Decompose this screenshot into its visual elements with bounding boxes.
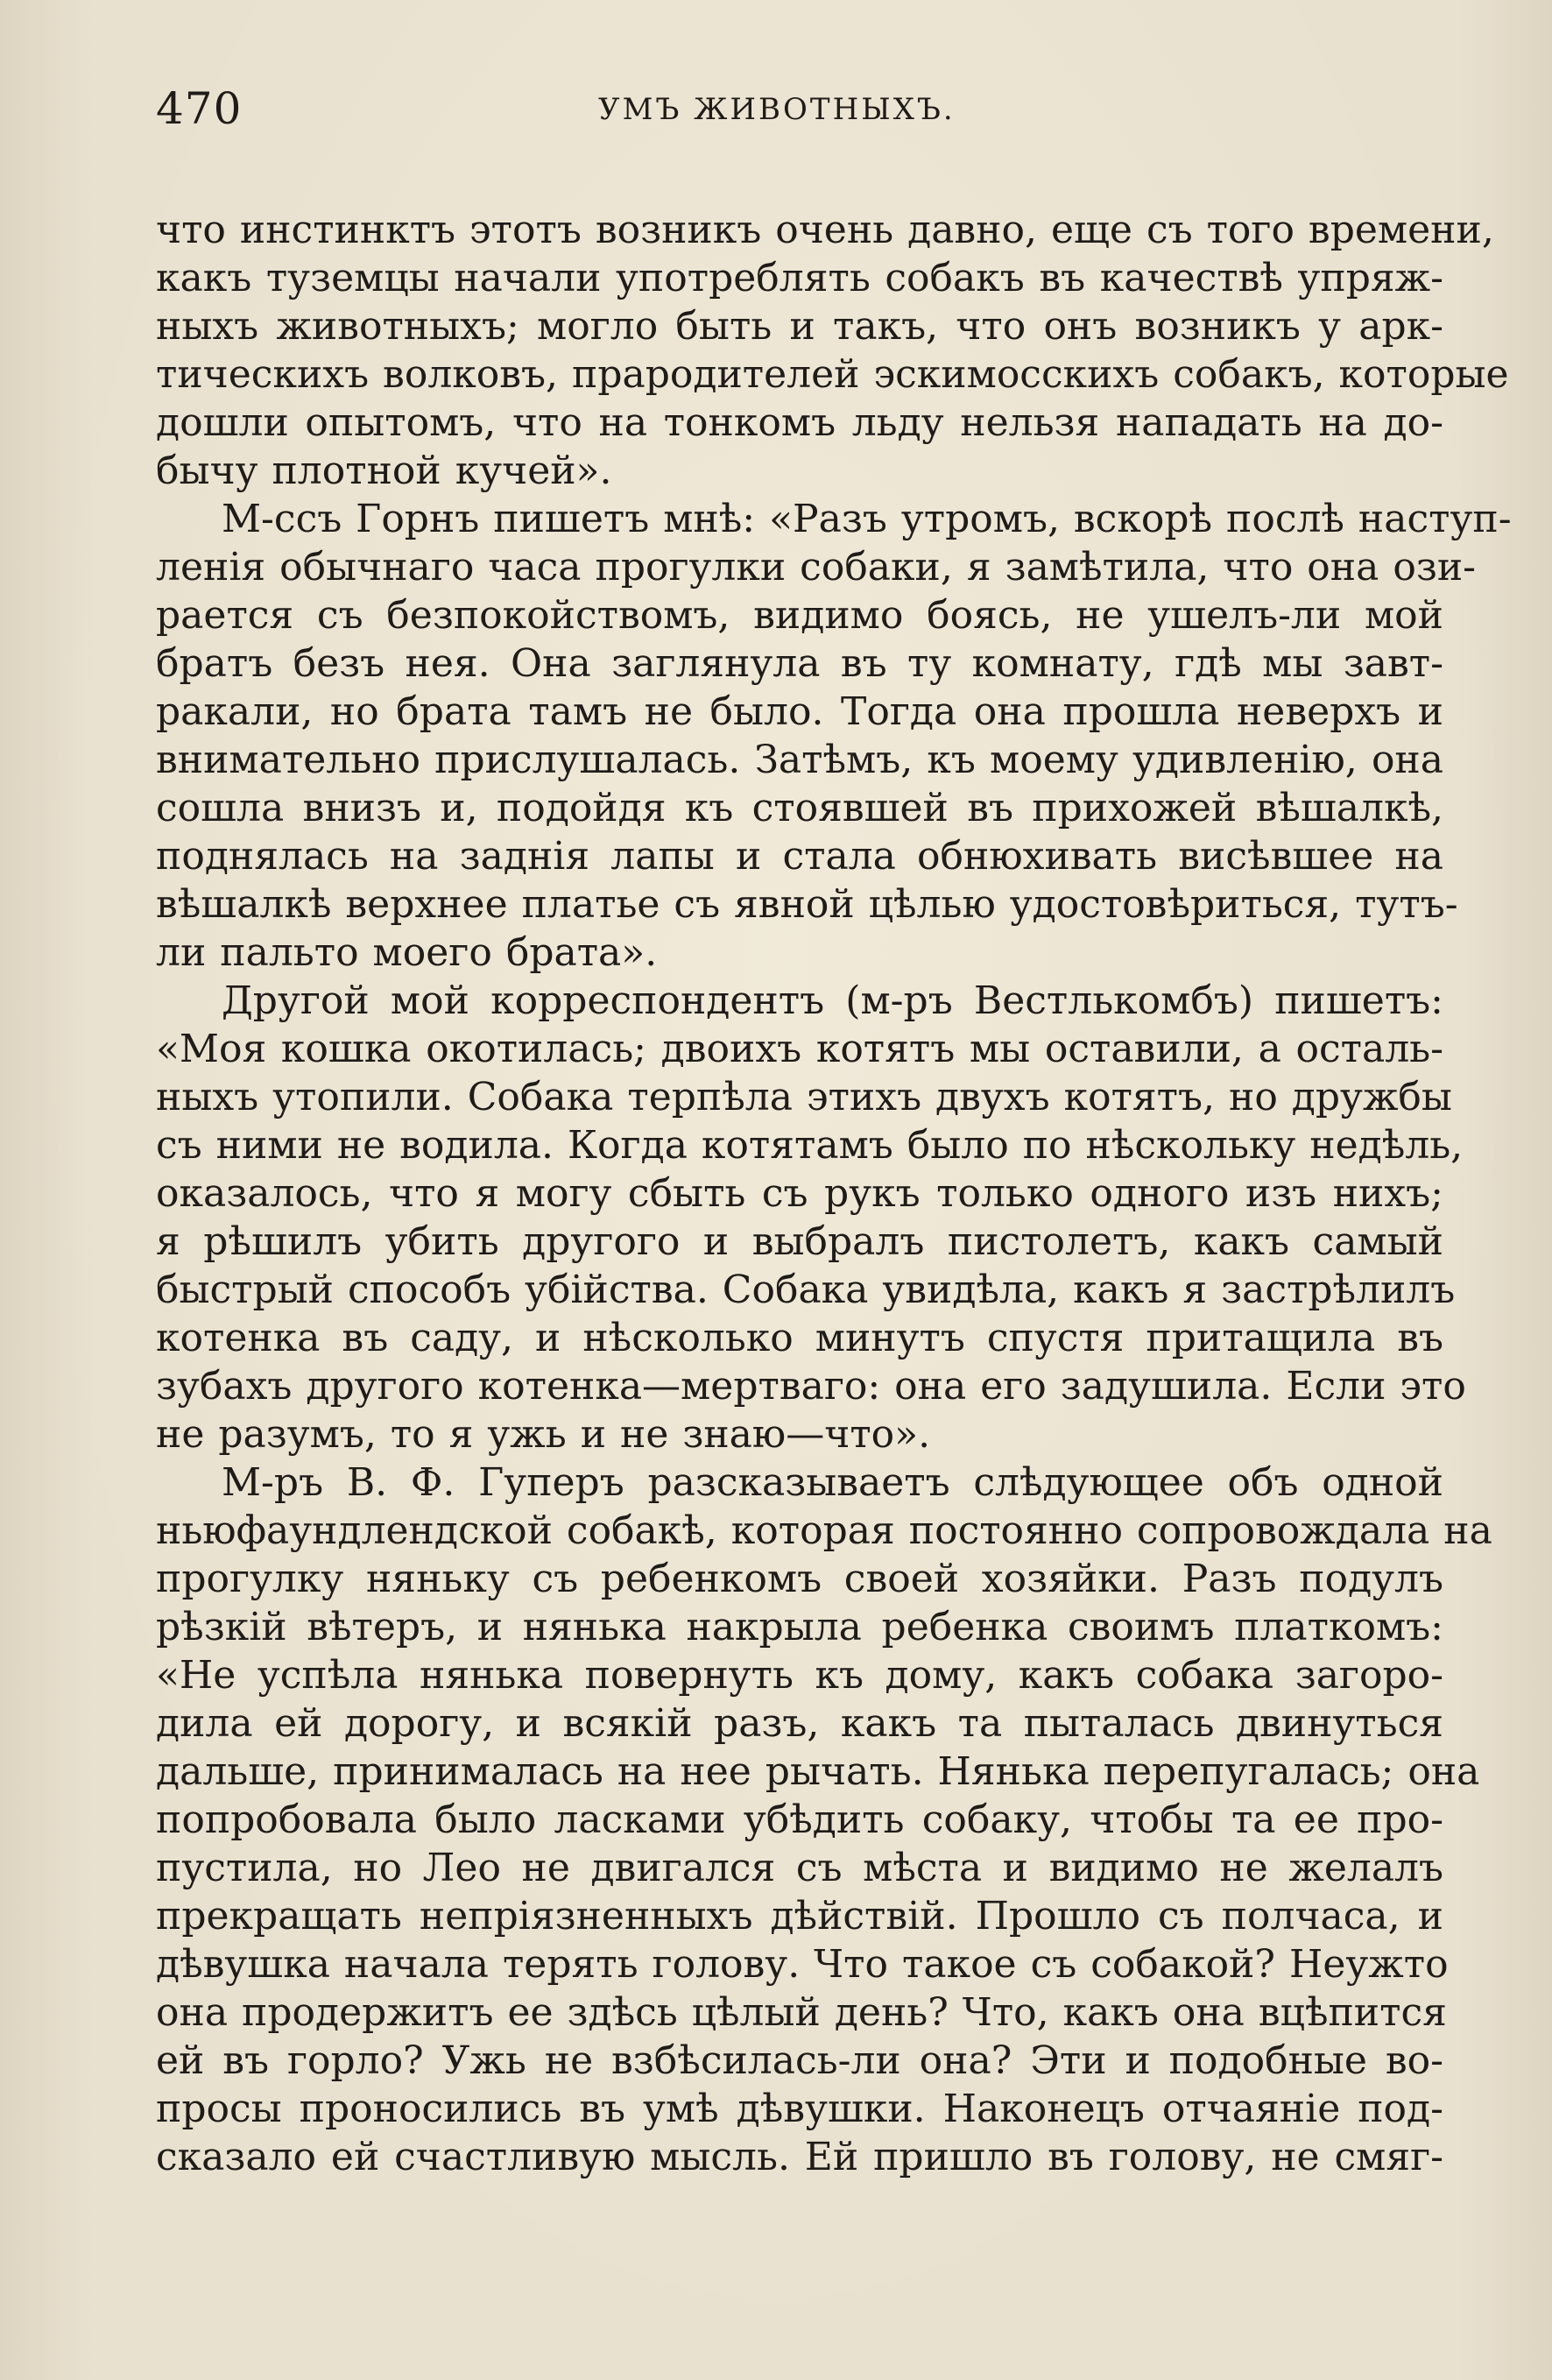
text-line: внимательно прислушалась. Затѣмъ, къ моему удивленію, она [156,738,1443,782]
text-line: дила ей дорогу, и всякій разъ, какъ та пыталась двинуться [156,1701,1443,1746]
text-line: «Не успѣла нянька повернуть къ дому, какъ собака загоро- [156,1653,1443,1698]
text-line: рѣзкій вѣтеръ, и нянька накрыла ребенка своимъ платкомъ: [156,1605,1443,1649]
text-line: ныхъ животныхъ; могло быть и такъ, что онъ возникъ у арк- [156,304,1443,349]
text-line: тическихъ волковъ, прародителей эскимосскихъ собакъ, которые [156,352,1509,397]
text-line: прогулку няньку съ ребенкомъ своей хозяйки. Разъ подулъ [156,1557,1443,1601]
text-line: поднялась на заднія лапы и стала обнюхивать висѣвшее на [156,834,1443,879]
text-line: попробовала было ласками убѣдить собаку, чтобы та ее про- [156,1797,1443,1842]
text-line: оказалось, что я могу сбыть съ рукъ только одного изъ нихъ; [156,1171,1443,1216]
text-line: какъ туземцы начали употреблять собакъ въ качествѣ упряж- [156,256,1443,300]
text-line: съ ними не водила. Когда котятамъ было по нѣскольку недѣль, [156,1123,1464,1168]
text-line: ленія обычнаго часа прогулки собаки, я замѣтила, что она ози- [156,545,1477,590]
text-line: вѣшалкѣ верхнее платье съ явной цѣлью удостовѣриться, тутъ- [156,882,1458,927]
text-line: котенка въ саду, и нѣсколько минутъ спустя притащила въ [156,1316,1443,1360]
text-line: «Моя кошка окотилась; двоихъ котятъ мы оставили, а осталь- [156,1027,1443,1071]
text-line: просы проносились въ умѣ дѣвушки. Наконецъ отчаяніе под- [156,2087,1443,2131]
text-line: зубахъ другого котенка—мертваго: она его задушила. Если это [156,1364,1466,1409]
running-title: УМЪ ЖИВОТНЫХЪ. [598,92,956,127]
text-line: сошла внизъ и, подойдя къ стоявшей въ прихожей вѣшалкѣ, [156,786,1443,830]
text-line: братъ безъ нея. Она заглянула въ ту комнату, гдѣ мы завт- [156,641,1443,686]
text-line: ракали, но брата тамъ не было. Тогда она прошла неверхъ и [156,689,1443,734]
text-line: не разумъ, то я ужь и не знаю—что». [156,1412,931,1457]
running-head [156,83,1443,153]
text-line: Другой мой корреспондентъ (м-ръ Вестлькомбъ) пишетъ: [222,978,1443,1023]
text-line: сказало ей счастливую мысль. Ей пришло въ голову, не смяг- [156,2135,1443,2179]
text-line: рается съ безпокойствомъ, видимо боясь, не ушелъ-ли мой [156,593,1443,638]
text-line: что инстинктъ этотъ возникъ очень давно, еще съ того времени, [156,208,1494,252]
body-text [156,206,1512,2181]
text-line: я рѣшилъ убить другого и выбралъ пистолетъ, какъ самый [156,1219,1443,1264]
text-line: прекращать непріязненныхъ дѣйствій. Прошло съ полчаса, и [156,1894,1443,1939]
text-line: М-ссъ Горнъ пишетъ мнѣ: «Разъ утромъ, вскорѣ послѣ наступ- [222,497,1512,541]
text-line: ныхъ утопили. Собака терпѣла этихъ двухъ котятъ, но дружбы [156,1075,1452,1119]
text-line: она продержитъ ее здѣсь цѣлый день? Что, какъ она вцѣпится [156,1990,1447,2035]
text-line: дѣвушка начала терять голову. Что такое съ собакой? Неужто [156,1942,1449,1987]
text-line: дошли опытомъ, что на тонкомъ льду нельзя нападать на до- [156,400,1443,445]
book-page [156,83,1512,2343]
page-number: 470 [156,83,243,134]
text-line: быстрый способъ убійства. Собака увидѣла, какъ я застрѣлилъ [156,1268,1456,1312]
text-line: ли пальто моего брата». [156,930,658,975]
text-line: ньюфаундлендской собакѣ, которая постоянно сопровождала на [156,1508,1492,1553]
text-line: бычу плотной кучей». [156,448,612,493]
text-line: М-ръ В. Ф. Гуперъ разсказываетъ слѣдующее объ одной [222,1460,1443,1505]
text-line: дальше, принималась на нее рычать. Нянька перепугалась; она [156,1749,1480,1794]
text-line: ей въ горло? Ужь не взбѣсилась-ли она? Эти и подобные во- [156,2038,1443,2083]
text-line: пустила, но Лео не двигался съ мѣста и видимо не желалъ [156,1846,1443,1890]
